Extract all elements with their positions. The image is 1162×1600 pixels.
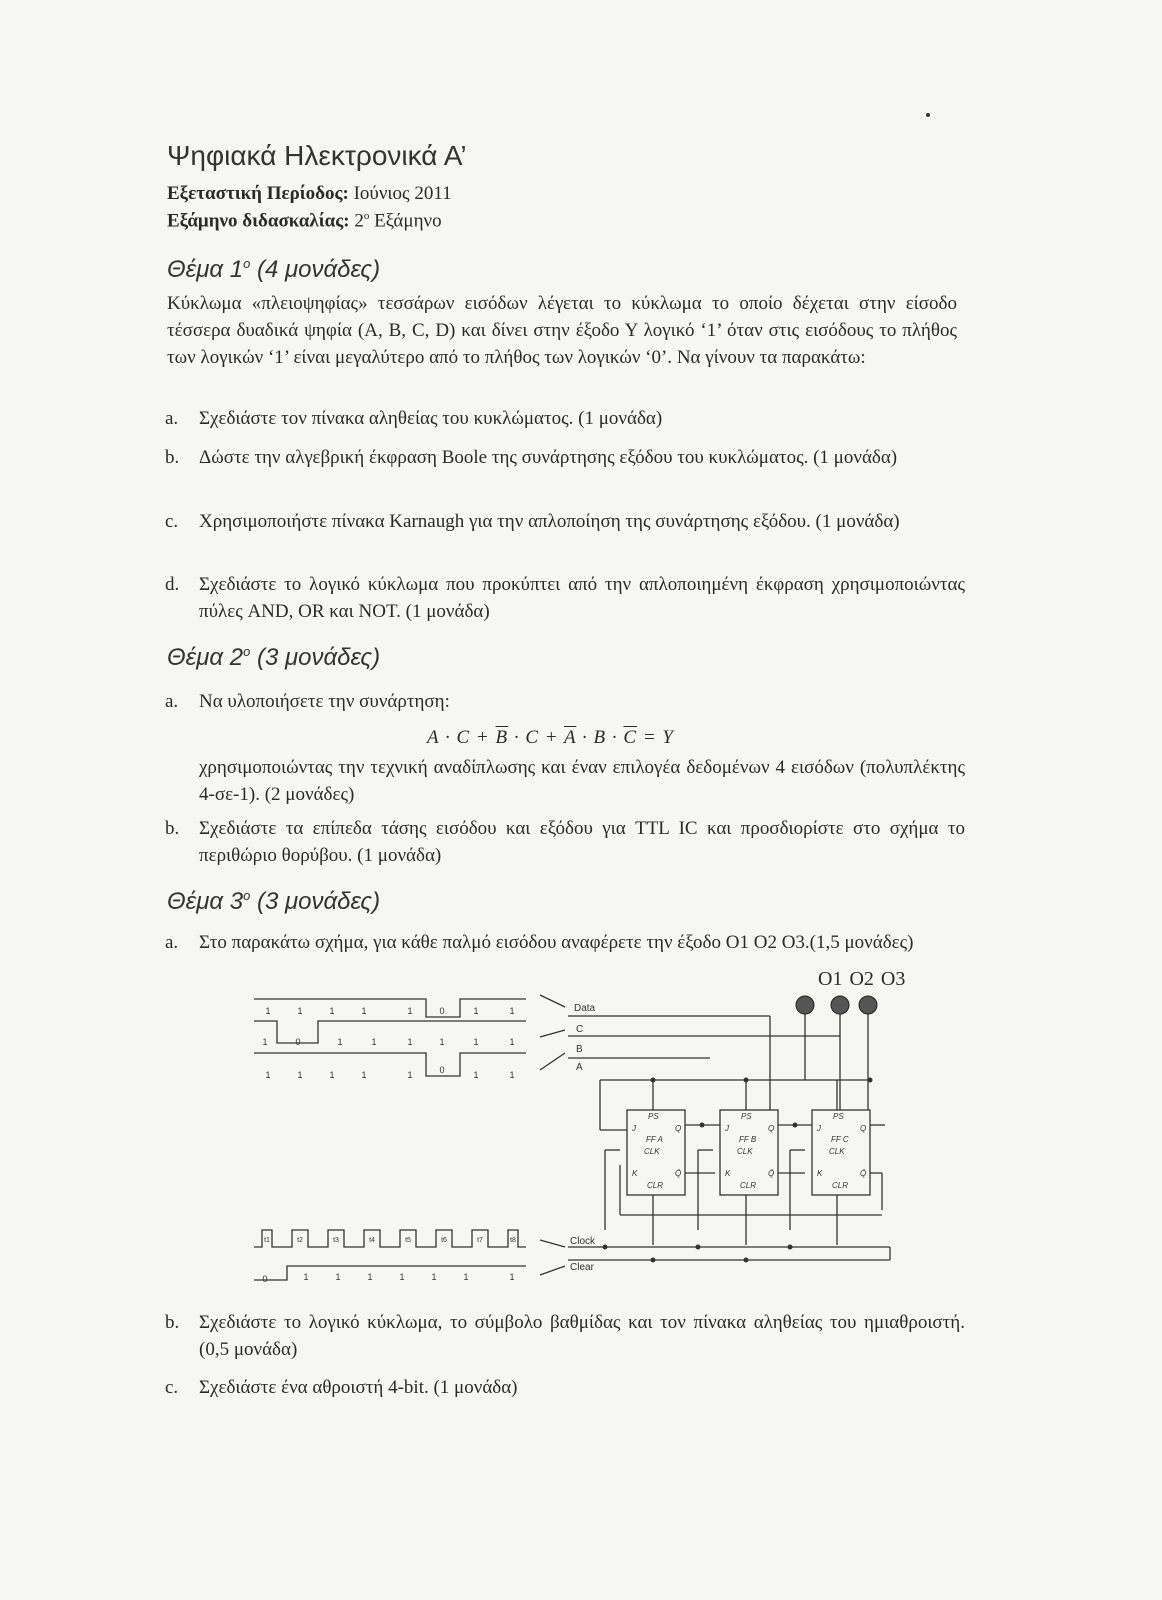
topic2-heading-sup: ο [243,644,251,659]
ffb-k: K [725,1169,731,1178]
output-labels: O1 O2 O3 [818,968,906,990]
topic1-heading [167,256,380,284]
c-bit-6: 1 [473,1037,479,1047]
topic1-heading-pre: Θέμα 1 [167,256,244,283]
ffb-clk: CLK [737,1147,753,1156]
item-text: Σχεδιάστε ένα αθροιστή 4-bit. (1 μονάδα) [199,1377,518,1398]
formula-part: · B · [576,727,624,748]
topic3-heading-pre: Θέμα 3 [167,888,244,915]
item-text: Στο παρακάτω σχήμα, για κάθε παλμό εισόδου αναφέρετε την έξοδο O1 O2 O3.(1,5 μονάδες) [199,932,914,953]
topic3-heading-post: (3 μονάδες) [256,888,381,915]
semester-sup: ο [363,210,370,222]
b-bit-1: 1 [297,1070,303,1080]
item-text: Σχεδιάστε το λογικό κύκλωμα που προκύπτει από την απλοποιημένη έκφραση χρησιμοποιώντας πύλες AND, OR και NOT. (1 μονάδα) [199,574,965,622]
item-letter: c. [165,1377,179,1398]
led-o3-icon [859,996,877,1014]
semester-num: 2 [354,210,364,232]
ffa-name: FF A [646,1135,663,1144]
formula-b-bar: $\overline{B}$ [495,727,509,748]
exam-period-value: Ιούνιος 2011 [353,183,452,204]
topic1-intro: Κύκλωμα «πλειοψηφίας» τεσσάρων εισόδων λέγεται το κύκλωμα το οποίο δέχεται στην είσοδο τέσσερα δυαδικά ψηφία (A, B, C, D) και δίνει στην έξοδο Υ λογικό ‘1’ όταν στις εισόδους το πλήθος των λογικών ‘1’ είναι μεγαλύτερο από το πλήθος των λογικών ‘0’. Να γίνουν τα παρακάτω: [167,293,957,368]
b-bit-7: 1 [509,1070,515,1080]
semester-line [167,210,442,232]
data-bit-7: 1 [509,1006,515,1016]
clock-t3: t3 [333,1237,339,1244]
ffb-q: Q [768,1124,775,1133]
clock-t5: t5 [405,1237,411,1244]
ffc-clr: CLR [832,1181,849,1190]
boolean-formula [427,727,674,749]
ffb-j: J [725,1124,729,1133]
topic2-item-a-cont [165,754,965,808]
c-bit-3: 1 [371,1037,377,1047]
ffc-name: FF C [831,1135,849,1144]
clear-bit-6: 1 [463,1272,469,1282]
exam-period-line [167,183,452,205]
c-bit-5: 1 [439,1037,445,1047]
clear-bit-5: 1 [431,1272,437,1282]
ffa-j: J [632,1124,636,1133]
clock-t4: t4 [369,1237,375,1244]
ffa-ps: PS [648,1112,659,1121]
data-bit-5: 0 [439,1006,445,1016]
clock-t7: t7 [477,1237,483,1244]
formula-a-bar: $\overline{A}$ [564,727,577,748]
data-bit-6: 1 [473,1006,479,1016]
data-bit-0: 1 [265,1006,271,1016]
item-letter: b. [165,818,180,839]
clear-bit-2: 1 [335,1272,341,1282]
item-letter: a. [165,691,179,712]
clear-bit-7: 1 [509,1272,515,1282]
data-bit-4: 1 [407,1006,413,1016]
item-letter: b. [165,1312,180,1333]
label-b: B [576,1044,583,1055]
topic3-item-c [165,1374,965,1401]
data-bit-3: 1 [361,1006,367,1016]
ffa-clr: CLR [647,1181,664,1190]
c-bit-2: 1 [337,1037,343,1047]
item-letter: a. [165,932,179,953]
clock-t8: t8 [510,1237,516,1244]
topic1-heading-post: (4 μονάδες) [256,256,381,283]
topic2-item-a [165,688,965,715]
clear-bit-3: 1 [367,1272,373,1282]
clear-bit-0: 0 [262,1274,268,1284]
topic1-item-d [165,571,965,625]
item-text: Να υλοποιήσετε την συνάρτηση: [199,691,450,712]
item-text: Σχεδιάστε τα επίπεδα τάσης εισόδου και εξόδου για TTL IC και προσδιορίστε στο σχήμα το περιθώριο θορύβου. (1 μονάδα) [199,818,965,866]
topic2-item-b [165,815,965,869]
topic3-heading-sup: ο [243,888,251,903]
ffc-ps: PS [833,1112,844,1121]
ffa-qn: Q̄ [675,1169,682,1178]
b-bit-4: 1 [407,1070,413,1080]
c-bit-1: 0 [295,1037,301,1047]
clear-bit-4: 1 [399,1272,405,1282]
item-letter: c. [165,511,179,532]
item-text: Χρησιμοποιήστε πίνακα Karnaugh για την απλοποίηση της συνάρτησης εξόδου. (1 μονάδα) [199,511,900,532]
item-letter: d. [165,574,180,595]
ffc-q: Q [860,1124,867,1133]
semester-label: Εξάμηνο διδασκαλίας: [167,210,350,232]
item-text: Σχεδιάστε το λογικό κύκλωμα, το σύμβολο βαθμίδας και τον πίνακα αληθείας του ημιαθροιστή. (0,5 μονάδα) [199,1312,965,1360]
data-bit-2: 1 [329,1006,335,1016]
ffc-k: K [817,1169,823,1178]
ffb-name: FF B [739,1135,757,1144]
clock-t6: t6 [441,1237,447,1244]
formula-c-bar: $\overline{C}$ [623,727,638,748]
c-bit-4: 1 [407,1037,413,1047]
ffa-k: K [632,1169,638,1178]
b-bit-2: 1 [329,1070,335,1080]
item-letter: b. [165,447,180,468]
topic1-heading-sup: ο [243,256,251,271]
item-text: Σχεδιάστε τον πίνακα αληθείας του κυκλώματος. (1 μονάδα) [199,408,663,429]
ffb-clr: CLR [740,1181,757,1190]
label-data: Data [574,1003,596,1014]
ffb-qn: Q̄ [768,1169,775,1178]
scan-speck [926,113,930,117]
topic1-item-c [165,508,965,535]
topic1-item-b [165,444,965,471]
clear-bit-1: 1 [303,1272,309,1282]
label-clear: Clear [570,1262,594,1273]
formula-part: = Y [637,727,674,748]
clock-t2: t2 [297,1237,303,1244]
item-text: χρησιμοποιώντας την τεχνική αναδίπλωσης και έναν επιλογέα δεδομένων 4 εισόδων (πολυπλέκτης 4-σε-1). (2 μονάδες) [199,757,965,805]
item-text: Δώστε την αλγεβρική έκφραση Boole της συνάρτησης εξόδου του κυκλώματος. (1 μονάδα) [199,447,898,468]
ffa-q: Q [675,1124,682,1133]
formula-part: A · C + [427,727,496,748]
jk-flipflop-circuit [250,990,900,1290]
data-bit-1: 1 [297,1006,303,1016]
label-clock: Clock [570,1236,596,1247]
topic2-heading-post: (3 μονάδες) [256,644,381,671]
topic2-heading [167,644,380,672]
topic3-heading [167,888,380,916]
ffb-ps: PS [741,1112,752,1121]
label-c: C [576,1024,584,1035]
exam-period-label: Εξεταστική Περίοδος: [167,183,349,204]
topic3-item-b [165,1309,965,1363]
c-bit-0: 1 [262,1037,268,1047]
ffc-clk: CLK [829,1147,845,1156]
topic3-item-a [165,929,965,956]
ffc-j: J [817,1124,821,1133]
b-bit-5: 0 [439,1065,445,1075]
b-bit-3: 1 [361,1070,367,1080]
topic2-heading-pre: Θέμα 2 [167,644,244,671]
topic1-item-a [165,405,965,432]
led-o2-icon [831,996,849,1014]
c-bit-7: 1 [509,1037,515,1047]
b-bit-0: 1 [265,1070,271,1080]
label-a: A [576,1062,583,1073]
semester-word: Εξάμηνο [374,210,442,232]
formula-part: · C + [508,727,565,748]
item-letter: a. [165,408,179,429]
ffc-qn: Q̄ [860,1169,867,1178]
b-bit-6: 1 [473,1070,479,1080]
led-o1-icon [796,996,814,1014]
page-title: Ψηφιακά Ηλεκτρονικά Α’ [167,140,467,171]
ffa-clk: CLK [644,1147,660,1156]
clock-t1: t1 [264,1237,270,1244]
